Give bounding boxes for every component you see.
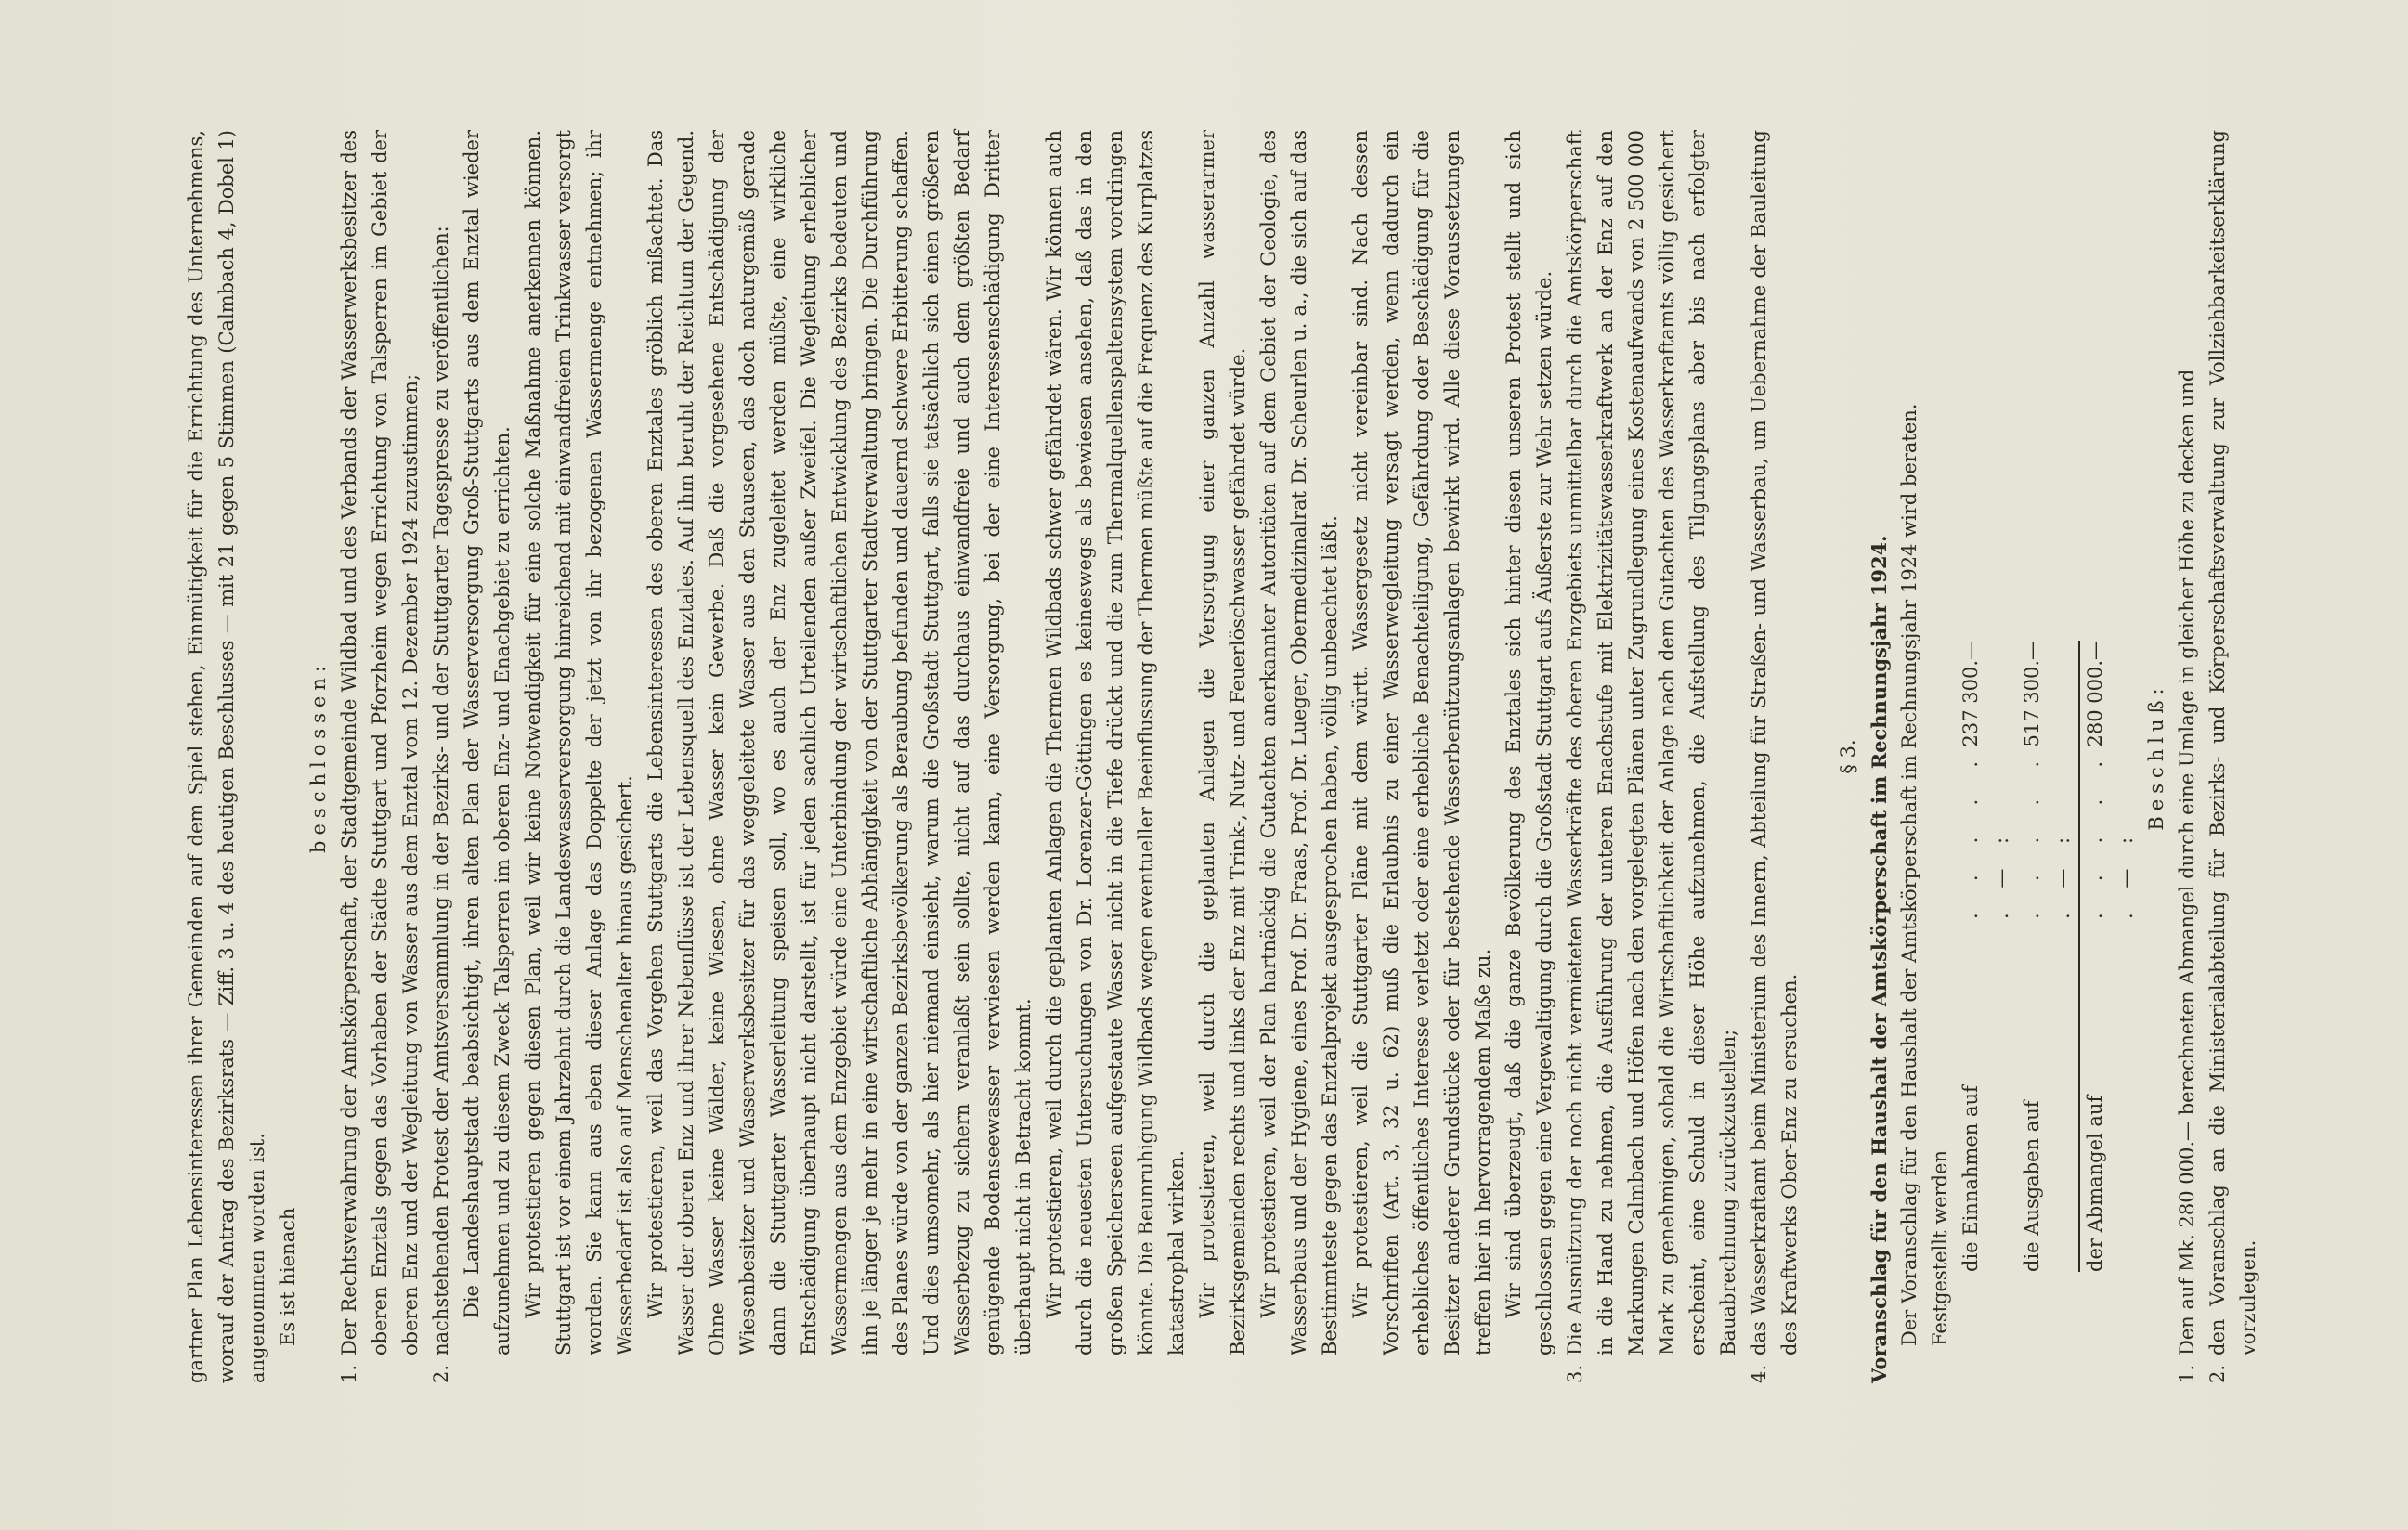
item-text: nachstehenden Protest der Amtsversammlung in der Bezirks- und der Stuttgarter Tagespresse zu veröffentlichen:: [430, 226, 452, 1355]
budget-dots: . . . . . . — :: [1959, 752, 2012, 919]
es-ist-line: Es ist hienach: [277, 1207, 299, 1346]
protest-paragraph: Wir sind überzeugt, daß die ganze Bevölkerung des Enztales sich hinter diesen unseren Protest stellt und sich geschlossen gegen eine Vergewaltigung durch die Großstadt Stuttgart aufs Äußerste zur Wehr setzen würde.: [1503, 130, 1555, 1355]
item-text: Den auf Mk. 280 000.— berechneten Abmangel durch eine Umlage in gleicher Höhe zu decken und: [2176, 369, 2198, 1355]
protest-paragraph: Wir protestieren gegen diesen Plan, weil wir keine Notwendigkeit für eine solche Maßnahme anerkennen können. Stuttgart ist vor einem Jahrzehnt durch die Landeswasserversorgung hinreichend mit einwandfreiem Trinkwasser versorgt worden. Sie kann aus eben dieser Anlage das Doppelte der jetzt von ihr bezogenen Wassermenge entnehmen; ihr Wasserbedarf ist also auf Menschenalter hinaus gesichert.: [522, 130, 636, 1355]
item-text: das Wasserkraftamt beim Ministerium des Innern, Abteilung für Straßen- und Wasserbau, um Uebernahme der Bauleitung des Kraftwerks Ober-Enz zu ersuchen.: [1748, 130, 1801, 1355]
budget-calculation: [1956, 641, 2141, 1272]
section-number: § 3.: [1837, 739, 1859, 774]
budget-value: 517 300.—: [2021, 641, 2043, 747]
budget-row: [2017, 641, 2078, 1272]
item-number: 1.: [2176, 1364, 2198, 1383]
intro-paragraph: gartner Plan Lebensinteressen ihrer Gemeinden auf dem Spiel stehen, Einmütigkeit für die Errichtung des Unternehmens, worauf der Antrag des Bezirksrats — Ziff. 3 u. 4 des heutigen Beschlusses — mit 21 gegen 5 Stimmen (Calmbach 4, Dobel 1) angenommen worden ist.: [185, 130, 268, 1383]
budget-dots: . . . . . . — :: [2021, 752, 2074, 919]
item-number: 3.: [1564, 1364, 1586, 1383]
item-number: 4.: [1748, 1364, 1770, 1383]
budget-row: [1956, 641, 2017, 1272]
item-number: 2.: [2206, 1364, 2229, 1383]
protest-paragraph: Wir protestieren, weil das Vorgehen Stuttgarts die Lebensinteressen des oberen Enztales gröblich mißachtet. Das Wasser der oberen Enz und ihrer Nebenflüsse ist der Lebensquell des Enztales. Auf ihm beruht der Reichtum der Gegend. Ohne Wasser keine Wälder, keine Wiesen, ohne Wasser kein Gewerbe. Daß die vorgesehene Entschädigung der Wiesenbesitzer und Wasserwerksbesitzer für das weggeleitete Wasser aus den Stauseen, das doch naturgemäß gerade dann die Stuttgarter Wasserleitung speisen soll, wo es auch der Enz zugeleitet werden müßte, eine wirkliche Entschädigung überhaupt nicht darstellt, ist für jeden sachlich Urteilenden außer Zweifel. Die Wegleitung erheblicher Wassermengen aus dem Enzgebiet würde eine Unterbindung der wirtschaftlichen Entwicklung des Bezirks bedeuten und ihn je länger je mehr in eine wirtschaftliche Abhängigkeit von der Stuttgarter Stadtverwaltung bringen. Die Durchführung des Planes würde von der ganzen Bezirksbevölkerung als Beraubung befunden und dauernd schwere Erbitterung schaffen. Und dies umsomehr, als hier niemand einsieht, warum die Großstadt Stuttgart, falls sie tatsächlich sich einen größeren Wasserbezug zu sichern veranlaßt sein sollte, nicht auf das durchaus einwandfreie und auch dem größten Bedarf genügende Bodenseewasser verwiesen werden kann, eine Versorgung, bei der eine Interessenschädigung Dritter überhaupt nicht in Betracht kommt.: [644, 130, 1035, 1355]
list-item: [2203, 130, 2264, 1383]
item-number: 1.: [338, 1364, 360, 1383]
protest-paragraph: Wir protestieren, weil die Stuttgarter Pläne mit dem württ. Wassergesetz nicht vereinbar sind. Nach dessen Vorschriften (Art. 3, 32 u. 62) muß die Erlaubnis zu einer Wasserwegleitung versagt werden, wenn dadurch ein erhebliches öffentliches Interesse verletzt oder eine erhebliche Benachteiligung, Gefährdung oder Beschädigung für die Besitzer anderer Grundstücke oder für bestehende Wasserbenützungsanlagen bewirkt wird. Alle diese Voraussetzungen treffen hier in hervorragendem Maße zu.: [1349, 130, 1494, 1355]
rotated-text-block: [181, 130, 2259, 1383]
item-text: den Voranschlag an die Ministerialabteilung für Bezirks- und Körperschaftsverwaltung zur Vollziehbarkeitserklärung vorzulegen.: [2206, 130, 2259, 1355]
section-title: Voranschlag für den Haushalt der Amtskörperschaft im Rechnungsjahr 1924.: [1868, 535, 1891, 1383]
section-text: Der Voranschlag für den Haushalt der Amtskörperschaft im Rechnungsjahr 1924 wird beraten.: [1898, 403, 1920, 1346]
budget-label: die Ausgaben auf: [2021, 1100, 2043, 1272]
budget-value: 280 000.—: [2084, 641, 2106, 747]
festgestellt-line: Festgestellt werden: [1929, 1150, 1951, 1346]
item-text: Die Ausnützung der noch nicht vermieteten Wasserkräfte des oberen Enzgebiets unmittelbar durch die Amtskörperschaft in die Hand zu nehmen, die Ausführung der unteren Enachstufe mit Elektrizitätswasserkraftwerk an der Enz auf den Markungen Calmbach und Höfen nach den vorgelegten Plänen unter Zugrundlegung eines Kostenaufwands von 2 500 000 Mark zu genehmigen, sobald die Wirtschaftlichkeit der Anlage nach dem Gutachten des Wasserkraftamts völlig gesichert erscheint, eine Schuld in dieser Höhe aufzunehmen, die Aufstellung des Tilgungsplans aber bis nach erfolgter Bauabrechnung zurückzustellen;: [1564, 130, 1739, 1355]
budget-dots: . . . . . . — :: [2084, 752, 2137, 919]
list-item: [1560, 130, 1744, 1383]
item-number: 2.: [430, 1364, 452, 1383]
list-item: [2172, 130, 2203, 1383]
protest-paragraph: Die Landeshauptstadt beabsichtigt, ihren alten Plan der Wasserversorgung Groß-Stuttgarts aus dem Enztal wieder aufzunehmen und zu diesem Zweck Talsperren im oberen Enz- und Enachgebiet zu errichten.: [461, 130, 514, 1355]
budget-row-total: [2078, 641, 2141, 1272]
beschluss-heading: Beschluß:: [2145, 682, 2167, 831]
protest-paragraph: Wir protestieren, weil durch die geplanten Anlagen die Versorgung einer ganzen Anzahl wasserarmer Bezirksgemeinden rechts und links der Enz mit Trink-, Nutz- und Feuerlöschwasser gefährdet würde.: [1196, 130, 1249, 1355]
budget-label: der Abmangel auf: [2084, 1095, 2106, 1272]
list-item: [334, 130, 426, 1383]
protest-paragraph: Wir protestieren, weil der Plan hartnäckig die Gutachten anerkannter Autoritäten auf dem Gebiet der Geologie, des Wasserbaus und der Hygiene, eines Prof. Dr. Fraas, Prof. Dr. Lueger, Obermedizinalrat Dr. Scheurlen u. a., die sich auf das Bestimmteste gegen das Enztalprojekt ausgesprochen haben, völlig unbeachtet läßt.: [1257, 130, 1341, 1355]
protest-paragraph: Wir protestieren, weil durch die geplanten Anlagen die Thermen Wildbads schwer gefährdet wären. Wir können auch durch die neuesten Untersuchungen von Dr. Lorenzer-Göttingen es keineswegs als bewiesen ansehen, daß das in den großen Speicherseen aufgestaute Wasser nicht in die Tiefe drückt und die zum Thermalquellenspaltensystem vordringen könnte. Die Beunruhigung Wildbads wegen eventueller Beeinflussung der Thermen müßte auf die Frequenz des Kurplatzes katastrophal wirken.: [1043, 130, 1188, 1355]
budget-value: 237 300.—: [1959, 641, 1982, 747]
list-item: [1744, 130, 1805, 1383]
beschlossen-heading: beschlossen:: [307, 660, 330, 853]
budget-label: die Einnahmen auf: [1959, 1085, 1982, 1272]
item-text: Der Rechtsverwahrung der Amtskörperschaft, der Stadtgemeinde Wildbad und des Verbands der Wasserwerksbesitzer des oberen Enztals gegen das Vorhaben der Städte Stuttgart und Pforzheim wegen Errichtung von Talsperren im Gebiet der oberen Enz und der Wegleitung von Wasser aus dem Enztal vom 12. Dezember 1924 zuzustimmen;: [338, 130, 422, 1355]
list-item: [426, 130, 457, 1383]
